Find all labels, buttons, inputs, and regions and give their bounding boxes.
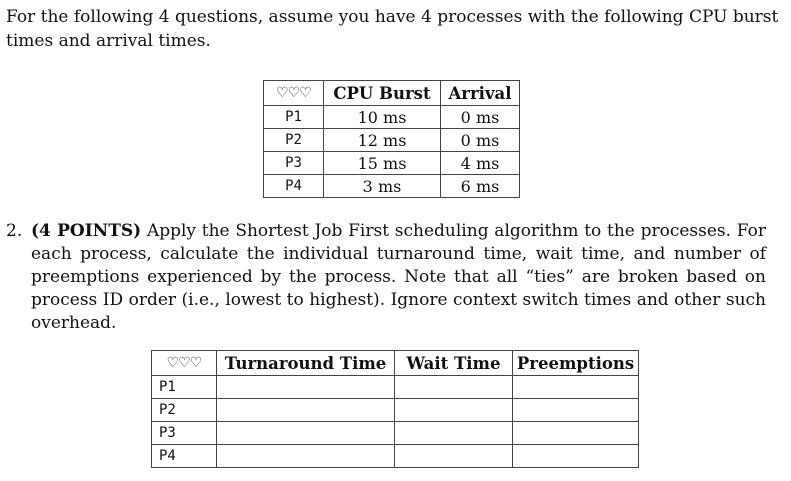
- cpu-burst-value: 10 ms: [324, 106, 441, 129]
- cpu-burst-header: CPU Burst: [324, 81, 441, 106]
- process-id: P2: [152, 399, 217, 422]
- turnaround-cell[interactable]: [217, 422, 395, 445]
- hearts-header: ♡♡♡: [152, 351, 217, 376]
- table-row: [264, 152, 520, 175]
- process-table-header-row: [264, 81, 520, 106]
- arrival-value: 0 ms: [441, 106, 520, 129]
- preemptions-cell[interactable]: [513, 399, 639, 422]
- wait-time-cell[interactable]: [395, 399, 513, 422]
- turnaround-cell[interactable]: [217, 399, 395, 422]
- table-row: [152, 399, 639, 422]
- table-row: [152, 445, 639, 468]
- process-id: P3: [264, 152, 324, 175]
- table-row: [264, 129, 520, 152]
- question-points: (4 POINTS): [31, 221, 142, 241]
- wait-time-cell[interactable]: [395, 445, 513, 468]
- arrival-value: 6 ms: [441, 175, 520, 198]
- preemptions-cell[interactable]: [513, 376, 639, 399]
- question-2: [6, 220, 766, 335]
- process-id: P2: [264, 129, 324, 152]
- process-id: P3: [152, 422, 217, 445]
- process-id: P1: [264, 106, 324, 129]
- arrival-header: Arrival: [441, 81, 520, 106]
- wait-time-cell[interactable]: [395, 422, 513, 445]
- hearts-header: ♡♡♡: [264, 81, 324, 106]
- answer-table-header-row: [152, 351, 639, 376]
- cpu-burst-value: 12 ms: [324, 129, 441, 152]
- cpu-burst-value: 15 ms: [324, 152, 441, 175]
- table-row: [152, 376, 639, 399]
- table-row: [264, 175, 520, 198]
- wait-time-header: Wait Time: [395, 351, 513, 376]
- preemptions-cell[interactable]: [513, 422, 639, 445]
- process-id: P1: [152, 376, 217, 399]
- question-number: 2.: [6, 221, 23, 241]
- table-row: [152, 422, 639, 445]
- question-text: Apply the Shortest Job First scheduling algorithm to the processes. For each process, calculate the individual turnaround time, wait time, and number of preemptions experienced by the process. Note that all “ties” are broken based on process ID order (i.e., lowest to highest). Ignore context switch times and other such overhead.: [31, 221, 766, 333]
- answer-table: [151, 350, 639, 468]
- process-id: P4: [152, 445, 217, 468]
- process-id: P4: [264, 175, 324, 198]
- arrival-value: 0 ms: [441, 129, 520, 152]
- intro-paragraph: For the following 4 questions, assume you have 4 processes with the following CPU burst times and arrival times.: [6, 7, 779, 51]
- cpu-burst-value: 3 ms: [324, 175, 441, 198]
- table-row: [264, 106, 520, 129]
- turnaround-cell[interactable]: [217, 445, 395, 468]
- turnaround-cell[interactable]: [217, 376, 395, 399]
- question-body: [31, 220, 766, 335]
- turnaround-time-header: Turnaround Time: [217, 351, 395, 376]
- preemptions-header: Preemptions: [513, 351, 639, 376]
- process-table: [263, 80, 520, 198]
- wait-time-cell[interactable]: [395, 376, 513, 399]
- arrival-value: 4 ms: [441, 152, 520, 175]
- preemptions-cell[interactable]: [513, 445, 639, 468]
